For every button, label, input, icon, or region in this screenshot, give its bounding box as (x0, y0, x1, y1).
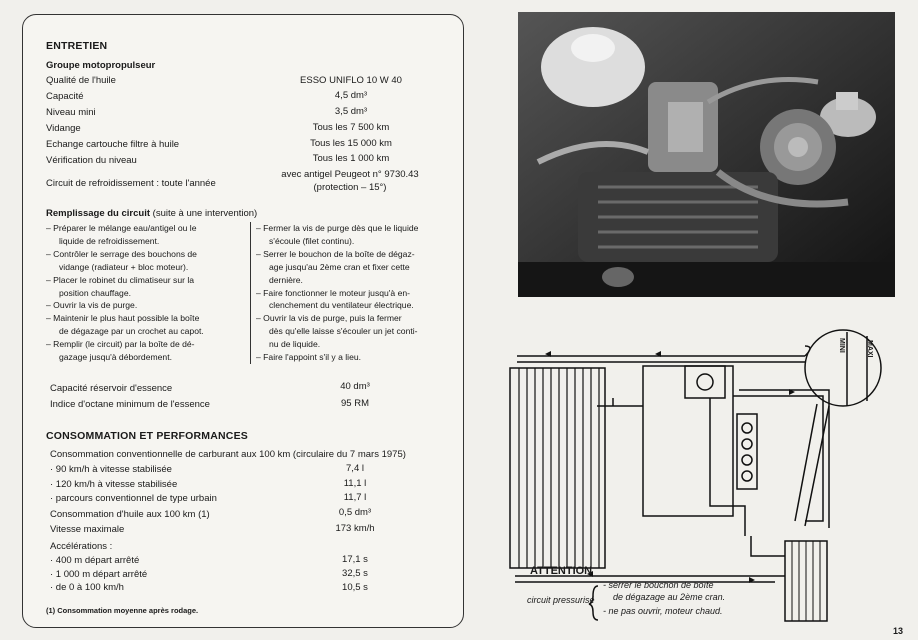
step-line: – Ouvrir la vis de purge. (46, 300, 138, 311)
cooling-diagram (505, 306, 905, 626)
step-line: – Placer le robinet du climatiseur sur la (46, 274, 195, 285)
accel-label: · de 0 à 100 km/h (50, 582, 124, 593)
remplissage-heading (46, 208, 257, 219)
remplissage-title: Remplissage du circuit (46, 208, 151, 219)
conso-label: Consommation d'huile aux 100 km (1) (50, 509, 210, 520)
accel-label: · 400 m départ arrêté (50, 555, 140, 566)
spec-label: Vidange (46, 123, 81, 134)
step-line: – Ouvrir la vis de purge, puis la fermer (256, 313, 402, 324)
spec-value: 3,5 dm³ (334, 106, 368, 117)
steps-right (256, 222, 452, 364)
spec-label: Qualité de l'huile (46, 75, 116, 86)
page-number: 13 (893, 626, 904, 636)
consommation-title: CONSOMMATION ET PERFORMANCES (46, 430, 248, 442)
step-line: – Maintenir le plus haut possible la boîte (46, 313, 200, 324)
step-line: nu de liquide. (269, 339, 321, 350)
steps-divider (250, 222, 251, 364)
engine-bay-photo (518, 12, 895, 297)
step-line: vidange (radiateur + bloc moteur). (59, 261, 189, 272)
warning-line: - ne pas ouvrir, moteur chaud. (603, 606, 723, 616)
step-line: – Contrôler le serrage des bouchons de (46, 248, 197, 259)
fuel-value: 95 RM (341, 398, 369, 409)
step-line: – Serrer le bouchon de la boîte de dégaz- (256, 248, 415, 259)
step-line: clenchement du ventilateur électrique. (269, 300, 414, 311)
spec-value: ESSO UNIFLO 10 W 40 (300, 75, 402, 86)
step-line: de dégazage par un crochet au capot. (59, 326, 204, 337)
conso-value: 173 km/h (335, 523, 375, 534)
warning-line: - serrer le bouchon de boîte (603, 580, 714, 590)
spec-label: Vérification du niveau (46, 155, 137, 166)
step-line: – Faire l'appoint s'il y a lieu. (256, 352, 362, 363)
attention-label: ATTENTION (530, 565, 593, 577)
step-line: gazage jusqu'à débordement. (59, 352, 172, 363)
conso-label: · 120 km/h à vitesse stabilisée (50, 479, 178, 490)
fuel-value: 40 dm³ (340, 381, 370, 392)
circuit-value: avec antigel Peugeot n° 9730.43 (281, 169, 419, 180)
accel-value: 10,5 s (342, 582, 368, 593)
step-line: – Faire fonctionner le moteur jusqu'à en- (256, 287, 411, 298)
step-line: – Fermer la vis de purge dès que le liquide (256, 223, 419, 233)
conso-label: Vitesse maximale (50, 524, 125, 535)
cooling-schematic (505, 306, 905, 626)
engine-photo-illustration (518, 12, 895, 297)
step-line: – Remplir (le circuit) par la boîte de dé- (46, 339, 195, 350)
accel-title: Accélérations : (50, 541, 113, 552)
step-line: liquide de refroidissement. (59, 235, 160, 246)
entretien-title: ENTRETIEN (46, 40, 108, 52)
conso-value: 0,5 dm³ (338, 507, 372, 518)
fuel-label: Capacité réservoir d'essence (50, 383, 173, 394)
spec-value: Tous les 7 500 km (312, 122, 390, 133)
conso-value: 11,1 l (343, 478, 367, 489)
remplissage-suffix: (suite à une intervention) (152, 208, 258, 219)
mini-mark: MINI (838, 338, 845, 353)
accel-label: · 1 000 m départ arrêté (50, 569, 148, 580)
conso-value: 7,4 l (346, 463, 364, 474)
conso-value: 11,7 l (343, 492, 367, 503)
accel-value: 32,5 s (342, 568, 368, 579)
accel-value: 17,1 s (342, 554, 368, 565)
groupe-title: Groupe motopropulseur (46, 60, 156, 71)
circuit-protection: (protection – 15°) (313, 182, 387, 193)
spec-value: Tous les 15 000 km (310, 138, 392, 149)
conso-label: · parcours conventionnel de type urbain (50, 493, 217, 504)
step-line: s'écoule (filet continu). (269, 235, 355, 246)
spec-label: Echange cartouche filtre à huile (46, 139, 180, 150)
step-line: dès qu'elle laisse s'écouler un jet conti- (269, 326, 418, 337)
step-line: age jusqu'au 2ème cran et fixer cette (269, 261, 410, 272)
pressurise-label: circuit pressurisé (527, 595, 595, 605)
step-line: dernière. (269, 274, 303, 285)
spec-label: Niveau mini (46, 107, 96, 118)
spec-label: Capacité (46, 91, 84, 102)
consommation-intro: Consommation conventionnelle de carburant aux 100 km (circulaire du 7 mars 1975) (50, 449, 406, 460)
maxi-mark: MAXI (866, 340, 873, 358)
fuel-label: Indice d'octane minimum de l'essence (50, 399, 210, 410)
steps-left (46, 222, 242, 364)
warning-line: de dégazage au 2ème cran. (613, 592, 726, 602)
conso-label: · 90 km/h à vitesse stabilisée (50, 464, 172, 475)
circuit-label: Circuit de refroidissement : toute l'année (46, 178, 216, 189)
spec-value: Tous les 1 000 km (312, 153, 390, 164)
footnote: (1) Consommation moyenne après rodage. (46, 606, 199, 615)
step-line: position chauffage. (59, 287, 131, 298)
spec-value: 4,5 dm³ (334, 90, 368, 101)
step-line: – Préparer le mélange eau/antigel ou le (46, 223, 197, 233)
